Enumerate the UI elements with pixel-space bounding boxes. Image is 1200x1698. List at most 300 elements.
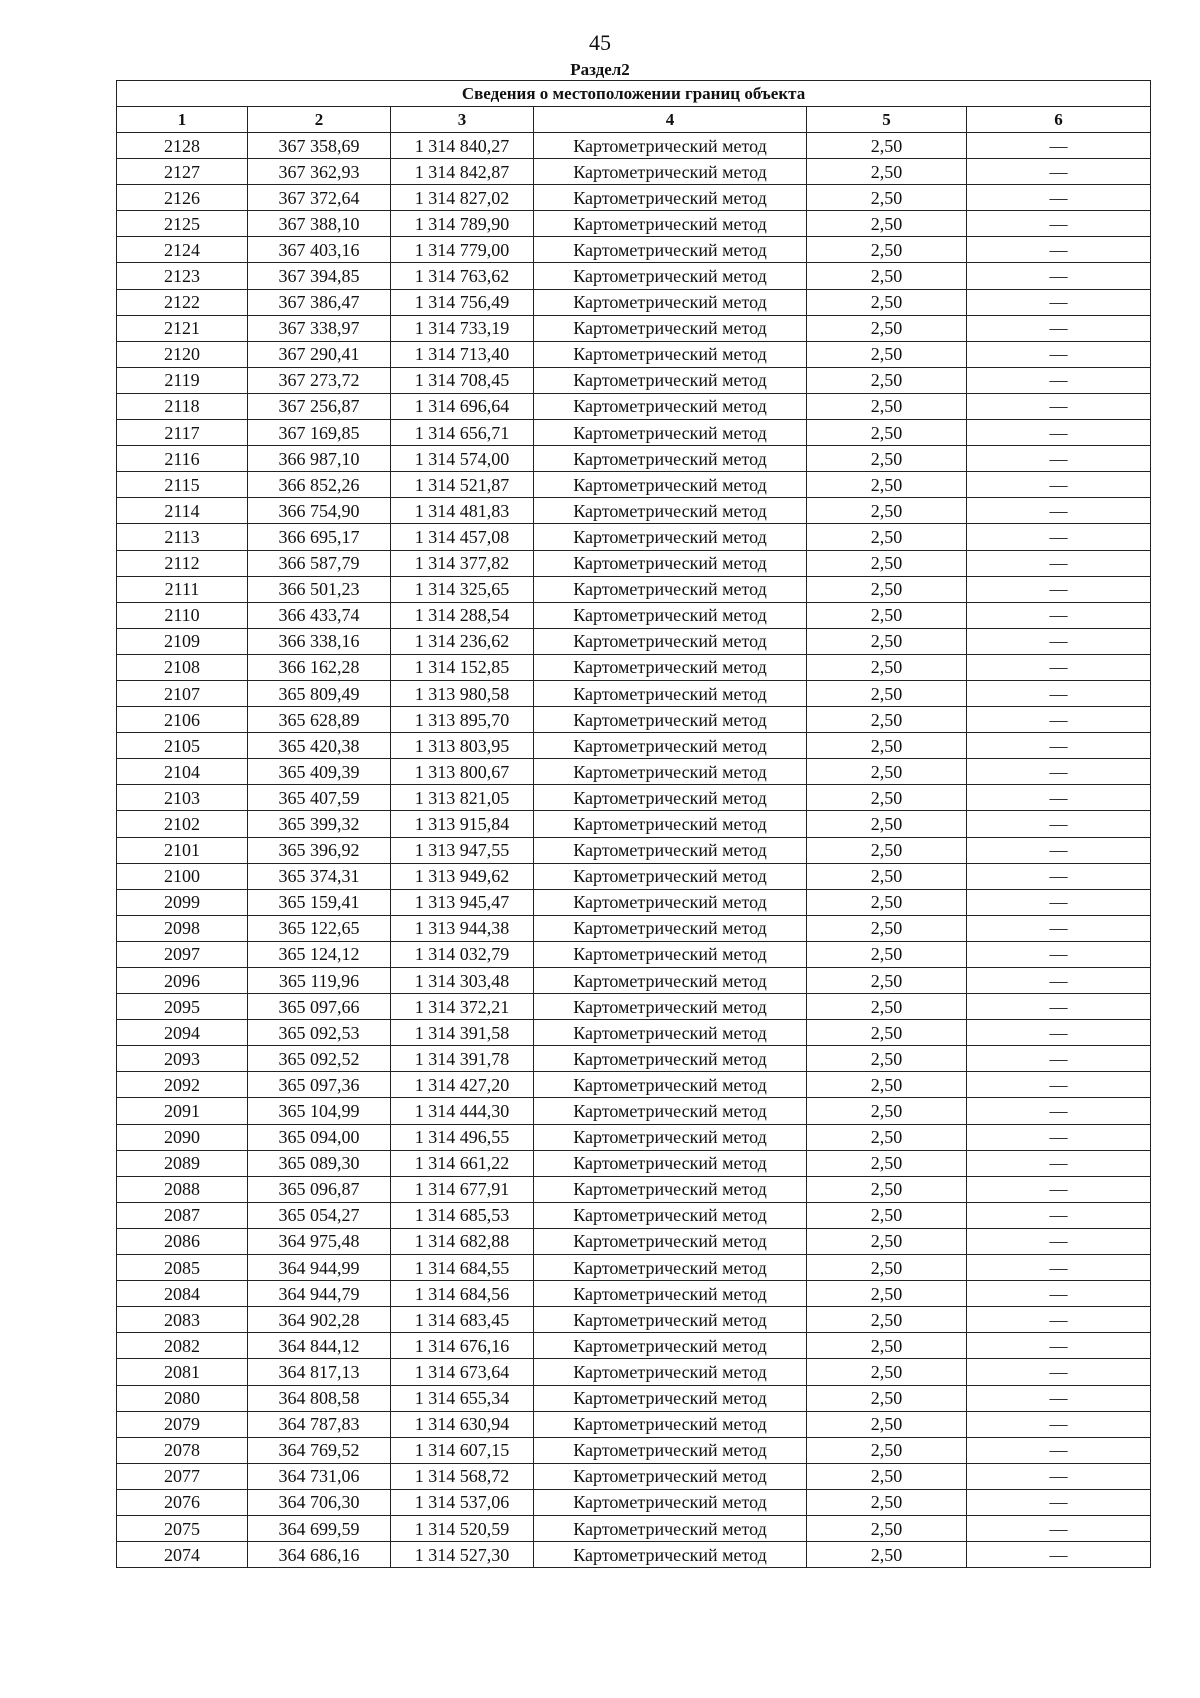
x-coordinate-cell: 365 092,52 [248, 1046, 391, 1072]
description-cell: — [967, 680, 1151, 706]
page-number: 45 [589, 30, 611, 55]
y-coordinate-cell: 1 314 391,58 [391, 1020, 534, 1046]
y-coordinate-cell: 1 314 521,87 [391, 472, 534, 498]
description-cell: — [967, 1489, 1151, 1515]
column-number: 3 [391, 107, 534, 133]
point-number-cell: 2092 [117, 1072, 248, 1098]
table-row [117, 1385, 1151, 1411]
accuracy-cell: 2,50 [807, 341, 967, 367]
x-coordinate-cell: 366 987,10 [248, 446, 391, 472]
point-number-cell: 2119 [117, 367, 248, 393]
x-coordinate-cell: 365 399,32 [248, 811, 391, 837]
y-coordinate-cell: 1 314 676,16 [391, 1333, 534, 1359]
description-cell: — [967, 915, 1151, 941]
accuracy-cell: 2,50 [807, 941, 967, 967]
method-cell: Картометрический метод [534, 289, 807, 315]
accuracy-cell: 2,50 [807, 628, 967, 654]
method-cell: Картометрический метод [534, 498, 807, 524]
point-number-cell: 2114 [117, 498, 248, 524]
point-number-cell: 2097 [117, 941, 248, 967]
description-cell: — [967, 1281, 1151, 1307]
x-coordinate-cell: 364 699,59 [248, 1515, 391, 1541]
description-cell: — [967, 707, 1151, 733]
y-coordinate-cell: 1 314 827,02 [391, 185, 534, 211]
point-number-cell: 2081 [117, 1359, 248, 1385]
y-coordinate-cell: 1 314 520,59 [391, 1515, 534, 1541]
x-coordinate-cell: 366 695,17 [248, 524, 391, 550]
description-cell: — [967, 1515, 1151, 1541]
description-cell: — [967, 968, 1151, 994]
table-row [117, 733, 1151, 759]
accuracy-cell: 2,50 [807, 263, 967, 289]
method-cell: Картометрический метод [534, 1515, 807, 1541]
y-coordinate-cell: 1 314 733,19 [391, 315, 534, 341]
point-number-cell: 2076 [117, 1489, 248, 1515]
column-number: 2 [248, 107, 391, 133]
table-row [117, 889, 1151, 915]
point-number-cell: 2118 [117, 393, 248, 419]
accuracy-cell: 2,50 [807, 680, 967, 706]
y-coordinate-cell: 1 314 682,88 [391, 1228, 534, 1254]
y-coordinate-cell: 1 314 683,45 [391, 1307, 534, 1333]
point-number-cell: 2107 [117, 680, 248, 706]
x-coordinate-cell: 364 844,12 [248, 1333, 391, 1359]
table-row [117, 1202, 1151, 1228]
accuracy-cell: 2,50 [807, 863, 967, 889]
accuracy-cell: 2,50 [807, 1176, 967, 1202]
method-cell: Картометрический метод [534, 237, 807, 263]
accuracy-cell: 2,50 [807, 1202, 967, 1228]
accuracy-cell: 2,50 [807, 915, 967, 941]
method-cell: Картометрический метод [534, 315, 807, 341]
description-cell: — [967, 393, 1151, 419]
point-number-cell: 2101 [117, 837, 248, 863]
description-cell: — [967, 811, 1151, 837]
method-cell: Картометрический метод [534, 863, 807, 889]
accuracy-cell: 2,50 [807, 393, 967, 419]
x-coordinate-cell: 364 769,52 [248, 1437, 391, 1463]
method-cell: Картометрический метод [534, 1307, 807, 1333]
table-row [117, 1046, 1151, 1072]
accuracy-cell: 2,50 [807, 1542, 967, 1568]
section-title: Раздел2 [570, 60, 630, 79]
point-number-cell: 2100 [117, 863, 248, 889]
table-row [117, 1124, 1151, 1150]
method-cell: Картометрический метод [534, 1463, 807, 1489]
point-number-cell: 2086 [117, 1228, 248, 1254]
method-cell: Картометрический метод [534, 785, 807, 811]
accuracy-cell: 2,50 [807, 811, 967, 837]
y-coordinate-cell: 1 313 945,47 [391, 889, 534, 915]
point-number-cell: 2089 [117, 1150, 248, 1176]
accuracy-cell: 2,50 [807, 185, 967, 211]
table-row [117, 1228, 1151, 1254]
accuracy-cell: 2,50 [807, 1437, 967, 1463]
method-cell: Картометрический метод [534, 159, 807, 185]
method-cell: Картометрический метод [534, 1124, 807, 1150]
accuracy-cell: 2,50 [807, 1124, 967, 1150]
table-row [117, 1489, 1151, 1515]
point-number-cell: 2082 [117, 1333, 248, 1359]
column-number: 6 [967, 107, 1151, 133]
accuracy-cell: 2,50 [807, 1228, 967, 1254]
point-number-cell: 2075 [117, 1515, 248, 1541]
table-row [117, 1281, 1151, 1307]
method-cell: Картометрический метод [534, 367, 807, 393]
point-number-cell: 2095 [117, 994, 248, 1020]
description-cell: — [967, 602, 1151, 628]
method-cell: Картометрический метод [534, 654, 807, 680]
y-coordinate-cell: 1 314 457,08 [391, 524, 534, 550]
point-number-cell: 2105 [117, 733, 248, 759]
method-cell: Картометрический метод [534, 1542, 807, 1568]
y-coordinate-cell: 1 314 303,48 [391, 968, 534, 994]
column-number: 5 [807, 107, 967, 133]
table-row [117, 1359, 1151, 1385]
method-cell: Картометрический метод [534, 811, 807, 837]
method-cell: Картометрический метод [534, 707, 807, 733]
y-coordinate-cell: 1 314 496,55 [391, 1124, 534, 1150]
method-cell: Картометрический метод [534, 1072, 807, 1098]
table-row [117, 550, 1151, 576]
description-cell: — [967, 1385, 1151, 1411]
accuracy-cell: 2,50 [807, 159, 967, 185]
accuracy-cell: 2,50 [807, 576, 967, 602]
method-cell: Картометрический метод [534, 1411, 807, 1437]
y-coordinate-cell: 1 314 684,56 [391, 1281, 534, 1307]
accuracy-cell: 2,50 [807, 1411, 967, 1437]
x-coordinate-cell: 364 944,79 [248, 1281, 391, 1307]
point-number-cell: 2116 [117, 446, 248, 472]
accuracy-cell: 2,50 [807, 889, 967, 915]
method-cell: Картометрический метод [534, 733, 807, 759]
point-number-cell: 2099 [117, 889, 248, 915]
method-cell: Картометрический метод [534, 994, 807, 1020]
accuracy-cell: 2,50 [807, 1307, 967, 1333]
description-cell: — [967, 1202, 1151, 1228]
table-row [117, 968, 1151, 994]
description-cell: — [967, 1098, 1151, 1124]
y-coordinate-cell: 1 314 696,64 [391, 393, 534, 419]
table-row [117, 1333, 1151, 1359]
x-coordinate-cell: 366 754,90 [248, 498, 391, 524]
method-cell: Картометрический метод [534, 1437, 807, 1463]
method-cell: Картометрический метод [534, 1202, 807, 1228]
x-coordinate-cell: 365 396,92 [248, 837, 391, 863]
table-row [117, 628, 1151, 654]
point-number-cell: 2104 [117, 759, 248, 785]
method-cell: Картометрический метод [534, 915, 807, 941]
x-coordinate-cell: 365 097,36 [248, 1072, 391, 1098]
y-coordinate-cell: 1 313 821,05 [391, 785, 534, 811]
accuracy-cell: 2,50 [807, 1463, 967, 1489]
method-cell: Картометрический метод [534, 133, 807, 159]
description-cell: — [967, 1359, 1151, 1385]
x-coordinate-cell: 364 944,99 [248, 1255, 391, 1281]
y-coordinate-cell: 1 314 655,34 [391, 1385, 534, 1411]
point-number-cell: 2125 [117, 211, 248, 237]
point-number-cell: 2083 [117, 1307, 248, 1333]
accuracy-cell: 2,50 [807, 367, 967, 393]
x-coordinate-cell: 367 372,64 [248, 185, 391, 211]
point-number-cell: 2085 [117, 1255, 248, 1281]
x-coordinate-cell: 366 338,16 [248, 628, 391, 654]
table-body [117, 133, 1151, 1568]
method-cell: Картометрический метод [534, 1281, 807, 1307]
description-cell: — [967, 159, 1151, 185]
description-cell: — [967, 1124, 1151, 1150]
description-cell: — [967, 1307, 1151, 1333]
accuracy-cell: 2,50 [807, 289, 967, 315]
table-row [117, 263, 1151, 289]
point-number-cell: 2087 [117, 1202, 248, 1228]
accuracy-cell: 2,50 [807, 524, 967, 550]
x-coordinate-cell: 365 159,41 [248, 889, 391, 915]
method-cell: Картометрический метод [534, 472, 807, 498]
method-cell: Картометрический метод [534, 680, 807, 706]
point-number-cell: 2115 [117, 472, 248, 498]
table-row [117, 367, 1151, 393]
point-number-cell: 2079 [117, 1411, 248, 1437]
table-row [117, 654, 1151, 680]
description-cell: — [967, 576, 1151, 602]
x-coordinate-cell: 365 104,99 [248, 1098, 391, 1124]
y-coordinate-cell: 1 313 915,84 [391, 811, 534, 837]
description-cell: — [967, 420, 1151, 446]
method-cell: Картометрический метод [534, 1020, 807, 1046]
table-row [117, 837, 1151, 863]
point-number-cell: 2090 [117, 1124, 248, 1150]
description-cell: — [967, 941, 1151, 967]
y-coordinate-cell: 1 314 630,94 [391, 1411, 534, 1437]
y-coordinate-cell: 1 314 325,65 [391, 576, 534, 602]
description-cell: — [967, 263, 1151, 289]
method-cell: Картометрический метод [534, 889, 807, 915]
y-coordinate-cell: 1 314 444,30 [391, 1098, 534, 1124]
y-coordinate-cell: 1 314 288,54 [391, 602, 534, 628]
description-cell: — [967, 785, 1151, 811]
table-row [117, 994, 1151, 1020]
table-row [117, 941, 1151, 967]
point-number-cell: 2124 [117, 237, 248, 263]
description-cell: — [967, 889, 1151, 915]
accuracy-cell: 2,50 [807, 1489, 967, 1515]
table-row [117, 785, 1151, 811]
y-coordinate-cell: 1 314 789,90 [391, 211, 534, 237]
x-coordinate-cell: 365 420,38 [248, 733, 391, 759]
table-row [117, 185, 1151, 211]
description-cell: — [967, 550, 1151, 576]
point-number-cell: 2102 [117, 811, 248, 837]
table-row [117, 498, 1151, 524]
x-coordinate-cell: 365 092,53 [248, 1020, 391, 1046]
description-cell: — [967, 315, 1151, 341]
y-coordinate-cell: 1 314 713,40 [391, 341, 534, 367]
x-coordinate-cell: 365 094,00 [248, 1124, 391, 1150]
x-coordinate-cell: 364 731,06 [248, 1463, 391, 1489]
accuracy-cell: 2,50 [807, 472, 967, 498]
x-coordinate-cell: 364 686,16 [248, 1542, 391, 1568]
accuracy-cell: 2,50 [807, 1020, 967, 1046]
accuracy-cell: 2,50 [807, 1098, 967, 1124]
method-cell: Картометрический метод [534, 837, 807, 863]
accuracy-cell: 2,50 [807, 1046, 967, 1072]
y-coordinate-cell: 1 314 708,45 [391, 367, 534, 393]
method-cell: Картометрический метод [534, 1385, 807, 1411]
description-cell: — [967, 1176, 1151, 1202]
table-row [117, 1072, 1151, 1098]
table-row [117, 446, 1151, 472]
description-cell: — [967, 759, 1151, 785]
table-row [117, 1307, 1151, 1333]
x-coordinate-cell: 365 407,59 [248, 785, 391, 811]
description-cell: — [967, 1463, 1151, 1489]
method-cell: Картометрический метод [534, 211, 807, 237]
accuracy-cell: 2,50 [807, 707, 967, 733]
y-coordinate-cell: 1 313 944,38 [391, 915, 534, 941]
point-number-cell: 2110 [117, 602, 248, 628]
table-row [117, 602, 1151, 628]
x-coordinate-cell: 364 808,58 [248, 1385, 391, 1411]
table-row [117, 1255, 1151, 1281]
point-number-cell: 2103 [117, 785, 248, 811]
point-number-cell: 2111 [117, 576, 248, 602]
x-coordinate-cell: 367 338,97 [248, 315, 391, 341]
method-cell: Картометрический метод [534, 524, 807, 550]
y-coordinate-cell: 1 314 236,62 [391, 628, 534, 654]
x-coordinate-cell: 367 388,10 [248, 211, 391, 237]
description-cell: — [967, 1333, 1151, 1359]
table-row [117, 915, 1151, 941]
description-cell: — [967, 472, 1151, 498]
y-coordinate-cell: 1 314 756,49 [391, 289, 534, 315]
point-number-cell: 2127 [117, 159, 248, 185]
description-cell: — [967, 1228, 1151, 1254]
point-number-cell: 2091 [117, 1098, 248, 1124]
table-row [117, 1463, 1151, 1489]
accuracy-cell: 2,50 [807, 498, 967, 524]
accuracy-cell: 2,50 [807, 315, 967, 341]
point-number-cell: 2109 [117, 628, 248, 654]
description-cell: — [967, 498, 1151, 524]
point-number-cell: 2093 [117, 1046, 248, 1072]
table-row [117, 759, 1151, 785]
description-cell: — [967, 1072, 1151, 1098]
point-number-cell: 2126 [117, 185, 248, 211]
table-row [117, 315, 1151, 341]
description-cell: — [967, 211, 1151, 237]
y-coordinate-cell: 1 314 427,20 [391, 1072, 534, 1098]
point-number-cell: 2117 [117, 420, 248, 446]
method-cell: Картометрический метод [534, 1489, 807, 1515]
accuracy-cell: 2,50 [807, 211, 967, 237]
x-coordinate-cell: 364 902,28 [248, 1307, 391, 1333]
y-coordinate-cell: 1 313 895,70 [391, 707, 534, 733]
point-number-cell: 2074 [117, 1542, 248, 1568]
y-coordinate-cell: 1 314 842,87 [391, 159, 534, 185]
point-number-cell: 2077 [117, 1463, 248, 1489]
x-coordinate-cell: 366 852,26 [248, 472, 391, 498]
accuracy-cell: 2,50 [807, 837, 967, 863]
method-cell: Картометрический метод [534, 263, 807, 289]
point-number-cell: 2122 [117, 289, 248, 315]
y-coordinate-cell: 1 314 537,06 [391, 1489, 534, 1515]
description-cell: — [967, 524, 1151, 550]
table-row [117, 811, 1151, 837]
x-coordinate-cell: 367 358,69 [248, 133, 391, 159]
table-caption: Сведения о местоположении границ объекта [117, 81, 1151, 107]
method-cell: Картометрический метод [534, 1098, 807, 1124]
accuracy-cell: 2,50 [807, 1281, 967, 1307]
point-number-cell: 2080 [117, 1385, 248, 1411]
description-cell: — [967, 367, 1151, 393]
description-cell: — [967, 1255, 1151, 1281]
y-coordinate-cell: 1 314 763,62 [391, 263, 534, 289]
x-coordinate-cell: 367 386,47 [248, 289, 391, 315]
table-row [117, 576, 1151, 602]
point-number-cell: 2088 [117, 1176, 248, 1202]
x-coordinate-cell: 365 374,31 [248, 863, 391, 889]
table-row [117, 1437, 1151, 1463]
description-cell: — [967, 237, 1151, 263]
method-cell: Картометрический метод [534, 1228, 807, 1254]
accuracy-cell: 2,50 [807, 550, 967, 576]
description-cell: — [967, 733, 1151, 759]
column-number: 1 [117, 107, 248, 133]
boundary-coordinates-table [116, 80, 1151, 1568]
description-cell: — [967, 654, 1151, 680]
column-number-row [117, 107, 1151, 133]
x-coordinate-cell: 366 162,28 [248, 654, 391, 680]
method-cell: Картометрический метод [534, 185, 807, 211]
y-coordinate-cell: 1 314 684,55 [391, 1255, 534, 1281]
point-number-cell: 2128 [117, 133, 248, 159]
description-cell: — [967, 1542, 1151, 1568]
point-number-cell: 2108 [117, 654, 248, 680]
table-row [117, 1020, 1151, 1046]
y-coordinate-cell: 1 314 840,27 [391, 133, 534, 159]
method-cell: Картометрический метод [534, 341, 807, 367]
description-cell: — [967, 341, 1151, 367]
y-coordinate-cell: 1 313 980,58 [391, 680, 534, 706]
x-coordinate-cell: 365 409,39 [248, 759, 391, 785]
method-cell: Картометрический метод [534, 420, 807, 446]
x-coordinate-cell: 367 256,87 [248, 393, 391, 419]
method-cell: Картометрический метод [534, 1255, 807, 1281]
x-coordinate-cell: 364 787,83 [248, 1411, 391, 1437]
table-row [117, 289, 1151, 315]
table-row [117, 237, 1151, 263]
x-coordinate-cell: 366 433,74 [248, 602, 391, 628]
point-number-cell: 2098 [117, 915, 248, 941]
y-coordinate-cell: 1 313 947,55 [391, 837, 534, 863]
table-row [117, 472, 1151, 498]
method-cell: Картометрический метод [534, 1176, 807, 1202]
point-number-cell: 2121 [117, 315, 248, 341]
point-number-cell: 2123 [117, 263, 248, 289]
x-coordinate-cell: 366 501,23 [248, 576, 391, 602]
table-row [117, 707, 1151, 733]
column-number: 4 [534, 107, 807, 133]
method-cell: Картометрический метод [534, 628, 807, 654]
accuracy-cell: 2,50 [807, 1150, 967, 1176]
y-coordinate-cell: 1 313 803,95 [391, 733, 534, 759]
method-cell: Картометрический метод [534, 446, 807, 472]
point-number-cell: 2096 [117, 968, 248, 994]
table-row [117, 1150, 1151, 1176]
y-coordinate-cell: 1 314 377,82 [391, 550, 534, 576]
description-cell: — [967, 185, 1151, 211]
